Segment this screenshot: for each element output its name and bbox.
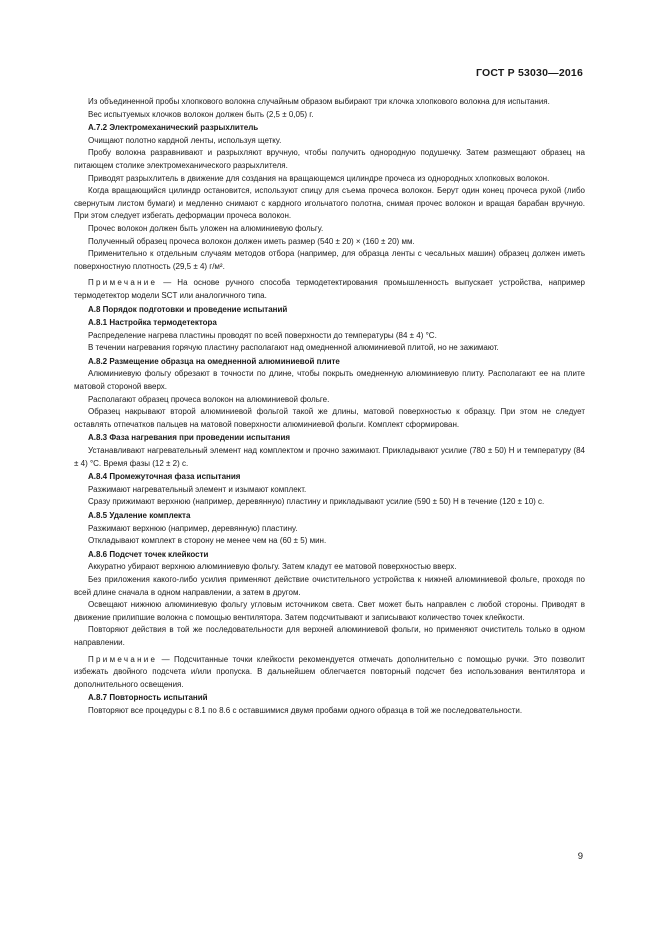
document-body (74, 96, 585, 718)
paragraph: Распределение нагрева пластины проводят по всей поверхности до температуры (84 ± 4) °С. (88, 330, 437, 340)
paragraph: Применительно к отдельным случаям методов отбора (например, для образца ленты с чесальных машин) образец должен иметь поверхностную плотность (29,5 ± 4) г/м². (74, 249, 585, 271)
paragraph: Образец накрывают второй алюминиевой фольгой такой же длины, матовой поверхностью к образцу. При этом не следует оставлять отпечатков пальцев на матовой поверхности алюминиевой фольги. Комплект сформирован. (74, 407, 585, 429)
note-2 (74, 654, 585, 692)
paragraph: Сразу прижимают верхнюю (например, деревянную) пластину и прикладывают усилие (590 ± 50) Н в течение (120 ± 10) с. (88, 497, 545, 507)
paragraph: Когда вращающийся цилиндр остановится, используют спицу для съема прочеса волокон. Берут один конец прочеса рукой (либо свернутым листом бумаги) и медленно снимают с кардного игольчатого полотна, снимая прочес волокон и вращая барабан вручную. При этом следует избегать деформации прочеса волокон. (74, 186, 585, 221)
section-heading: А.8 Порядок подготовки и проведение испытаний (88, 304, 288, 314)
paragraph: Повторяют действия в той же последовательности для верхней алюминиевой фольги, но применяют очиститель только в одном направлении. (74, 625, 585, 647)
paragraph: Вес испытуемых клочков волокон должен быть (2,5 ± 0,05) г. (88, 109, 314, 119)
paragraph: Без приложения какого-либо усилия применяют действие очистительного устройства к нижней алюминиевой фольге, проходя по всей длине сначала в одном направлении, а затем в другом. (74, 574, 585, 597)
paragraph: Устанавливают нагревательный элемент над комплектом и прочно зажимают. Прикладывают усилие (780 ± 50) Н и температуру (84 ± 4) °С. Время фазы (12 ± 2) с. (74, 446, 585, 468)
section-heading: А.8.7 Повторность испытаний (88, 693, 208, 703)
note-label: Примечание (88, 654, 158, 664)
paragraph: Полученный образец прочеса волокон должен иметь размер (540 ± 20) × (160 ± 20) мм. (88, 236, 415, 246)
paragraph: Пробу волокна разравнивают и разрыхляют вручную, чтобы получить однородную подушечку. Затем размещают образец на питающем столике электромеханического разрыхлителя. (74, 148, 585, 170)
note-label: Примечание (88, 278, 158, 288)
note-text: — Подсчитанные точки клейкости рекомендуется отмечать дополнительно с помощью ручки. Это позволит избежать двойного подсчета и/или пропуска. В дальнейшем облегчается повторный подсчет без использования вентилятора и дополнительного освещения. (74, 654, 585, 689)
paragraph: Алюминиевую фольгу обрезают в точности по длине, чтобы покрыть омедненную алюминиевую плиту. Располагают ее на плите матовой стороной вверх. (74, 369, 585, 392)
paragraph: Повторяют все процедуры с 8.1 по 8.6 с оставшимися двумя пробами одного образца в той же последовательности. (88, 705, 523, 715)
paragraph: Очищают полотно кардной ленты, используя щетку. (88, 135, 282, 145)
paragraph: Из объединенной пробы хлопкового волокна случайным образом выбирают три клочка хлопкового волокна для испытания. (88, 97, 550, 106)
note-text: — На основе ручного способа термодетектирования промышленность выпускает устройства, например термодетектор модели SCT или аналогичного типа. (74, 278, 585, 300)
paragraph: Аккуратно убирают верхнюю алюминиевую фольгу. Затем кладут ее матовой поверхностью вверх. (88, 562, 457, 572)
paragraph: Откладывают комплект в сторону не менее чем на (60 ± 5) мин. (88, 536, 327, 546)
section-heading: А.8.3 Фаза нагревания при проведении испытания (88, 433, 291, 443)
paragraph: Разжимают нагревательный элемент и изымают комплект. (88, 484, 307, 494)
note-1 (74, 277, 585, 302)
paragraph: Располагают образец прочеса волокон на алюминиевой фольге. (88, 394, 330, 404)
paragraph: Приводят разрыхлитель в движение для создания на вращающемся цилиндре прочеса из однородных хлопковых волокон. (88, 173, 550, 183)
section-heading: А.8.2 Размещение образца на омедненной алюминиевой плите (88, 356, 340, 366)
section-heading: А.8.4 Промежуточная фаза испытания (88, 472, 241, 482)
section-heading: А.8.1 Настройка термодетектора (88, 318, 217, 328)
section-heading: А.7.2 Электромеханический разрыхлитель (88, 123, 259, 133)
paragraph: В течении нагревания горячую пластину располагают над омедненной алюминиевой плитой, но не зажимают. (88, 343, 499, 353)
page-number: 9 (577, 851, 583, 862)
document-header: ГОСТ Р 53030—2016 (475, 67, 583, 79)
paragraph: Разжимают верхнюю (например, деревянную) пластину. (88, 523, 298, 533)
paragraph: Освещают нижнюю алюминиевую фольгу угловым источником света. Свет может быть направлен с любой стороны. Приводят в движение прилипшие волокна с помощью вентилятора. Затем подсчитывают и записывают количество точек клейкости. (74, 600, 585, 622)
paragraph: Прочес волокон должен быть уложен на алюминиевую фольгу. (88, 223, 324, 233)
section-heading: А.8.5 Удаление комплекта (88, 511, 191, 520)
section-heading: А.8.6 Подсчет точек клейкости (88, 549, 209, 559)
